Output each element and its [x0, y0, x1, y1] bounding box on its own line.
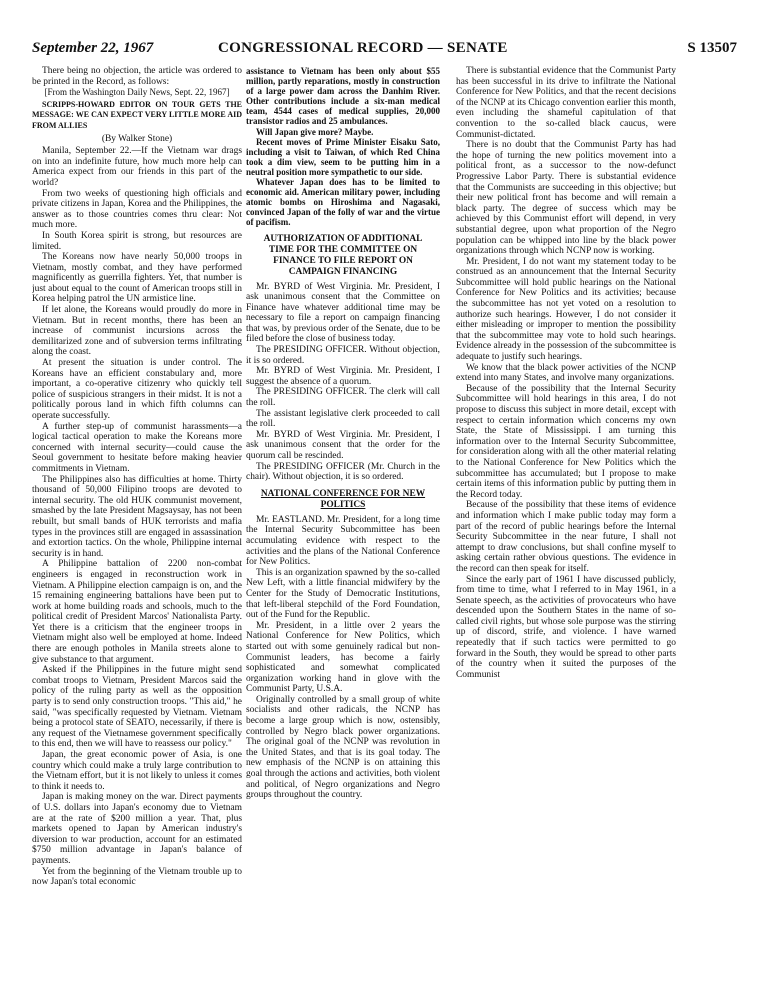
article-paragraph: Will Japan give more? Maybe. [256, 126, 374, 137]
record-paragraph: Mr. BYRD of West Virginia. Mr. President, I ask unanimous consent that the order for the quorum call be rescinded. [246, 429, 440, 461]
article-paragraph: If let alone, the Koreans would proudly do more in Vietnam. But in recent months, there has been an increase of communist incursions across the demilitarized zone and of subversion terms infiltrating along the coast. [32, 305, 242, 358]
article-subhead: SCRIPPS-HOWARD EDITOR ON TOUR GETS THE MESSAGE: WE CAN EXPECT VERY LITTLE MORE AID FROM ALLIES [32, 99, 242, 130]
record-paragraph: The PRESIDING OFFICER. Without objection, it is so ordered. [246, 345, 440, 366]
record-paragraph: The PRESIDING OFFICER (Mr. Church in the chair). Without objection, it is so ordered. [246, 461, 440, 483]
record-paragraph: Because of the possibility that the Internal Security Subcommittee will hold hearings in this area, I do not propose to discuss this subject in more detail, except with respect to certain information which concerns my own State, the State of Mississippi. I am turning this information over to the Internal Security Subcommittee, for consideration along with all the other material relating to the National Conference for New Politics which the subcommittee has accumulated; but I propose to make certain items of this information public by putting them in the Record today. [456, 383, 676, 500]
record-paragraph: The assistant legislative clerk proceeded to call the roll. [246, 408, 440, 430]
record-paragraph: Since the early part of 1961 I have discussed publicly, from time to time, what I referred to in May 1961, in a Senate speech, as the activities of provocateurs who have descended upon the Southern States in the name of so-called civil rights, but whose sole purpose was the stirring up of discord, strife, and violence. I have warned repeatedly that if such tactics were permitted to go forward in the South, they would be spread to other parts of the country when it suited the purposes of the Communist [456, 574, 676, 680]
article-paragraph: The Koreans now have nearly 50,000 troops in Vietnam, mostly combat, and they have performed magnificently as guerrilla fighters. Yet, that number is just about equal to the count of American troops still in Korea helping patrol the UN armistice line. [32, 252, 242, 305]
article-paragraph: Japan is making money on the war. Direct payments of U.S. dollars into Japan's economy due to Vietnam are at the rate of $200 million a year. That, plus markets opened to Japan by American industry's diversion to war production, account for an estimated $750 million advantage in Japan's balance of payments. [32, 792, 242, 866]
header-title: CONGRESSIONAL RECORD — SENATE [218, 40, 508, 56]
record-paragraph: We know that the black power activities of the NCNP extend into many States, and involve many organizations. [456, 362, 676, 384]
record-paragraph: Originally controlled by a small group of white socialists and other radicals, the NCNP has become a large group which is now, ostensibly, controlled by Negro black power organizations. The original goal of the NCNP was revolution in the United States, and that is its goal today. The new emphasis of the NCNP is on attaining this goal through the actions and activities, both violent and political, of Negro organizations and Negro groups throughout the country. [246, 694, 440, 801]
header-page-number: S 13507 [687, 40, 737, 56]
page-header [0, 40, 763, 66]
article-paragraph: In South Korea spirit is strong, but resources are limited. [32, 230, 242, 252]
article-paragraph: Manila, September 22.—If the Vietnam war drags on into an indefinite future, how much more help can America expect from our friends in this part of the world? [32, 146, 242, 188]
record-paragraph: Mr. BYRD of West Virginia. Mr. President, I ask unanimous consent that the Committee on Finance have whatever additional time may be necessary to file a report on campaign financing that was, by previous order of the Senate, due to be filed before the close of business today. [246, 281, 440, 345]
record-paragraph: This is an organization spawned by the so-called New Left, with a little financial midwifery by the Center for the Study of Democratic Institutions, that left-liberal stepchild of the Ford Foundation, out of the Fund for the Republic. [246, 567, 440, 621]
article-byline: (By Walker Stone) [101, 133, 173, 144]
article-paragraph: Yet from the beginning of the Vietnam trouble up to now Japan's total economic [32, 866, 242, 888]
article-paragraph: Japan, the great economic power of Asia, is one country which could make a truly large contribution to the Vietnam effort, but it is not likely to unless it comes to think it needs to. [32, 750, 242, 792]
column-3 [456, 66, 676, 982]
record-paragraph: Because of the possibility that these items of evidence and information which I make public today may form a part of the record of public hearings before the Internal Security Subcommittee in the near future, I shall not attempt to draw conclusions, but shall confine myself to asking certain rather obvious questions. The evidence in the record can then speak for itself. [456, 500, 676, 574]
article-continuation [246, 66, 440, 228]
article-paragraph: Asked if the Philippines in the future might send combat troops to Vietnam, President Marcos said the policy of the ruling party as well as the opposition party is to send only construction troops. "This aid," he said, "was specifically requested by Vietnam. Vietnam being a protocol state of SEATO, necessarily, if there is any request of the Vietnamese government specifically to this end, then we will have to reassess our policy." [32, 665, 242, 750]
section-heading-ncnp: NATIONAL CONFERENCE FOR NEW POLITICS [260, 488, 426, 510]
article-source: [From the Washington Daily News, Sept. 22, 1967] [44, 87, 230, 98]
record-paragraph: There is no doubt that the Communist Party has had the hope of turning the new politics movement into a political front, as a successor to the now-defunct Progressive Labor Party. There is substantial evidence that the Communists are succeeding in this objective; but their new political front has become and will remain a black party. The degree of success which may be achieved by this Communist effort will depend, in very substantial degree, upon what proportion of the Negro population can be whipped into line by the black power organizations through which NCNP now is working. [456, 140, 676, 257]
header-date: September 22, 1967 [32, 40, 154, 56]
record-paragraph: Mr. BYRD of West Virginia. Mr. President, I suggest the absence of a quorum. [246, 366, 440, 387]
article-paragraph: A further step-up of communist harassments—a logical tactical operation to make the Koreans more concerned with internal security—could cause the Seoul government to hesitate before making heavier commitments in Vietnam. [32, 421, 242, 474]
article-paragraph: Recent moves of Prime Minister Eisaku Sato, including a visit to Taiwan, of which Red China took a dim view, seem to be putting him in a neutral position more sympathetic to our side. [246, 136, 440, 177]
article-paragraph: From two weeks of questioning high officials and private citizens in Japan, Korea and the Philippines, the answer as to those countries comes thru clear: Not much more. [32, 188, 242, 231]
record-paragraph: Mr. EASTLAND. Mr. President, for a long time the Internal Security Subcommittee has been accumulating evidence with respect to the activities and the plans of the National Conference for New Politics. [246, 514, 440, 568]
article-paragraph: The Philippines also has difficulties at home. Thirty thousand of 50,000 Filipino troops are devoted to internal security. The old HUK communist movement, smashed by the late President Magsaysay, has not been rebuilt, but small bands of HUK terrorists and mafia types in the provinces still are engaged in assassination and extortion tactics. On the whole, Philippine internal security is in hand. [32, 474, 242, 559]
intro-paragraph: There being no objection, the article was ordered to be printed in the Record, as follows: [32, 66, 242, 87]
article-paragraph: assistance to Vietnam has been only about $55 million, partly reparations, mostly in construction of a large power dam across the Danhim River. Other contributions include a six-man medical team, 4544 cases of medical supplies, 20,000 transistor radios and 25 ambulances. [246, 66, 440, 127]
record-paragraph: Mr. President, in a little over 2 years the National Conference for New Politics, which started out with some genuinely radical but non-Communist leaders, has become a fairly sophisticated and somewhat complicated organization working hand in glove with the Communist Party, U.S.A. [246, 620, 440, 695]
column-1 [32, 66, 242, 982]
section-heading-finance: AUTHORIZATION OF ADDITIONAL TIME FOR THE COMMITTEE ON FINANCE TO FILE REPORT ON CAMPAIGN FINANCING [263, 233, 423, 277]
record-paragraph: There is substantial evidence that the Communist Party has been successful in its drive to infiltrate the National Conference for New Politics, and that the recent decisions of the NCNP at its Chicago convention earlier this month, even including the shameful capitulation of that convention to the so-called black caucus, were Communist-dictated. [456, 66, 676, 140]
record-paragraph: Mr. President, I do not want my statement today to be construed as an announcement that the Internal Security Subcommittee will hold public hearings on the National Conference for New Politics and its activities; because the subcommittee has not yet voted on a resolution to authorize such hearings. However, I do not consider it either misleading or improper to mention the possibility that the subcommittee may vote to hold such hearings. Evidence already in the possession of the subcommittee is adequate to justify such hearings. [456, 256, 676, 363]
article-paragraph: Whatever Japan does has to be limited to economic aid. American military power, including atomic bombs on Hiroshima and Nagasaki, convinced Japan of the folly of war and the virtue of pacifism. [246, 177, 440, 228]
article-paragraph: At present the situation is under control. The Koreans have an efficient constabulary and, more important, a co-operative citizenry who quickly tell police of suspicious strangers in their midst. It is not a politically porous land in which fifth columns can operate successfully. [32, 358, 242, 421]
record-paragraph: The PRESIDING OFFICER. The clerk will call the roll. [246, 387, 440, 409]
article-paragraph: A Philippine battalion of 2200 non-combat engineers is engaged in reconstruction work in Vietnam. A Philippine election campaign is on, and the 15 remaining engineering battalions have been put to work at home building roads and schools, much to the political credit of President Marcos' Nationalista Party. Yet there is a criticism that the engineer troops in Vietnam might also well be employed at home. Indeed there are enough potholes in Manila streets alone to give substance to that argument. [32, 559, 242, 665]
column-2 [246, 66, 440, 982]
